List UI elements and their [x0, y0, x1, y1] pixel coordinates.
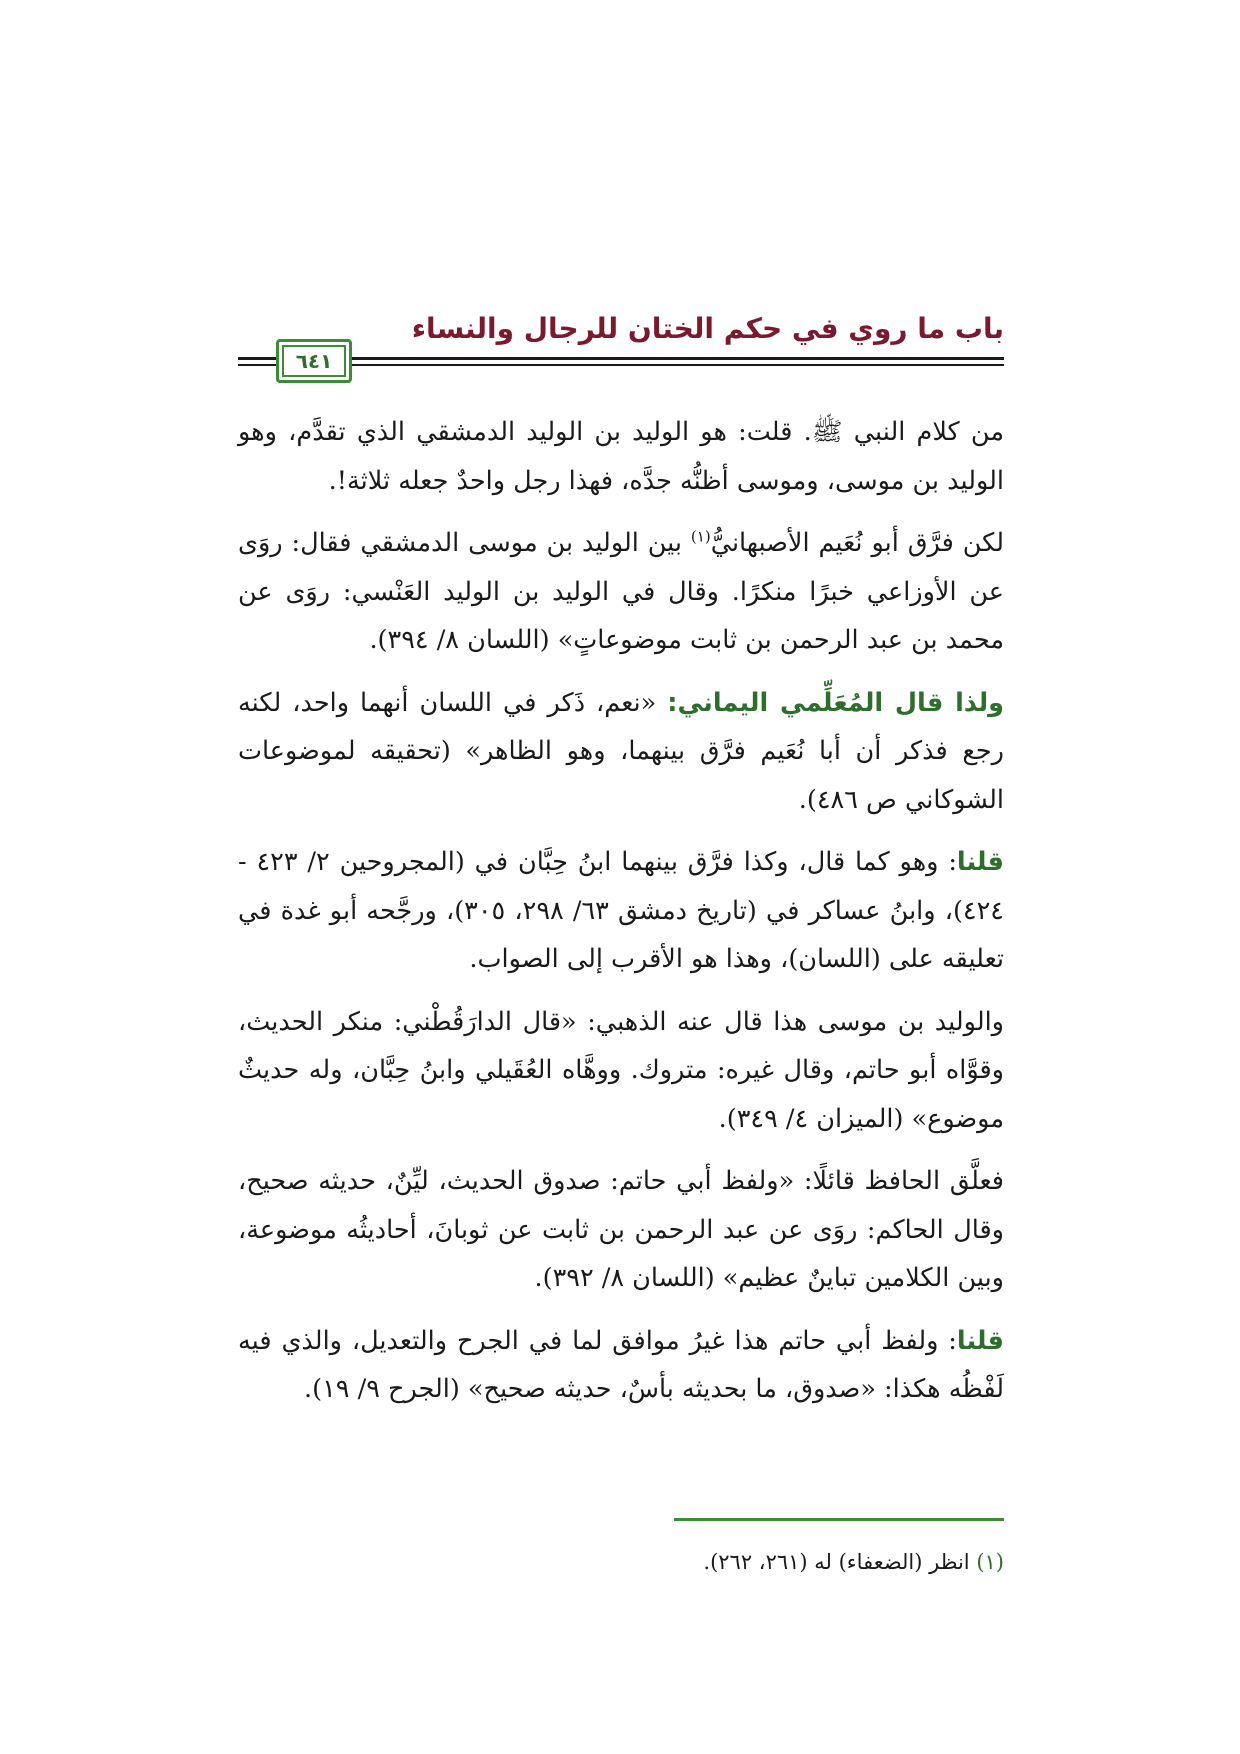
footnote-text: انظر (الضعفاء) له (٢٦١، ٢٦٢).: [703, 1550, 977, 1574]
paragraph-7-text: : ولفظ أبي حاتم هذا غيرُ موافق لما في الجرح والتعديل، والذي فيه لَفْظُه هكذا: «صدوق، ما بحديثه بأسٌ، حديثه صحيح» (الجرح ٩/ ١٩).: [238, 1325, 1004, 1404]
paragraph-5: والوليد بن موسى هذا قال عنه الذهبي: «قال الدارَقُطْني: منكر الحديث، وقوَّاه أبو حاتم، وقال غيره: متروك. ووهَّاه العُقَيلي وابنُ حِبَّان، وله حديثٌ موضوع» (الميزان ٤/ ٣٤٩).: [238, 1006, 1004, 1134]
paragraph-2-after: بين الوليد بن موسى الدمشقي فقال: روَى عن الأوزاعي خبرًا منكرًا. وقال في الوليد بن الوليد العَنْسي: روَى عن محمد بن عبد الرحمن بن ثابت موضوعاتٍ» (اللسان ٨/ ٣٩٤).: [238, 528, 1004, 655]
page-number-badge: [276, 339, 352, 383]
footnote-separator: [674, 1518, 1004, 1521]
paragraph-2-before: لكن فرَّق أبو نُعَيم الأصبهانيُّ: [710, 528, 1004, 558]
footnote-1: [238, 1547, 1004, 1577]
footnote-number: (١): [976, 1550, 1004, 1574]
paragraph-7: [238, 1317, 1004, 1414]
paragraph-4: [238, 838, 1004, 984]
main-text: [238, 408, 1004, 1428]
footnotes: [238, 1518, 1004, 1577]
highlight-lead-qulna-2: قلنا: [956, 1325, 1004, 1356]
paragraph-6: فعلَّق الحافظ قائلًا: «ولفظ أبي حاتم: صدوق الحديث، ليِّنٌ، حديثه صحيح، وقال الحاكم: روَى عن عبد الرحمن بن ثابت عن ثوبانَ، أحاديثُه موضوعة، وبين الكلامين تباينٌ عظيم» (اللسان ٨/ ٣٩٢).: [238, 1166, 1004, 1293]
highlight-lead-qulna: قلنا: [956, 847, 1004, 877]
header-rule-thin: [238, 364, 1004, 366]
paragraph-4-text: : وهو كما قال، وكذا فرَّق بينهما ابنُ حِبَّان في (المجروحين ٢/ ٤٢٣ - ٤٢٤)، وابنُ عساكر في (تاريخ دمشق ٦٣/ ٢٩٨، ٣٠٥)، ورجَّحه أبو غدة في تعليقه على (اللسان)، وهذا هو الأقرب إلى الصواب.: [238, 847, 1004, 974]
highlight-lead-muallimi: ولذا قال المُعَلِّمي اليماني:: [667, 687, 1004, 718]
paragraph-3: [238, 679, 1004, 825]
paragraph-3-text: «نعم، ذَكر في اللسان أنهما واحد، لكنه رجع فذكر أن أبا نُعَيم فرَّق بينهما، وهو الظاهر» (تحقيقه لموضوعات الشوكاني ص ٤٨٦).: [238, 687, 1004, 815]
paragraph-2: [238, 519, 1004, 665]
running-header-title: باب ما روي في حكم الختان للرجال والنساء: [411, 312, 1004, 345]
paragraph-1: من كلام النبي ﷺ. قلت: هو الوليد بن الوليد الدمشقي الذي تقدَّم، وهو الوليد بن موسى، وموسى أظنُّه جدَّه، فهذا رجل واحدٌ جعله ثلاثة!.: [238, 417, 1004, 496]
header-rule-thick: [238, 357, 1004, 360]
page-number: ٦٤١: [295, 349, 333, 373]
footnote-ref-1[interactable]: (١): [690, 527, 711, 546]
page-header: [238, 312, 1004, 382]
